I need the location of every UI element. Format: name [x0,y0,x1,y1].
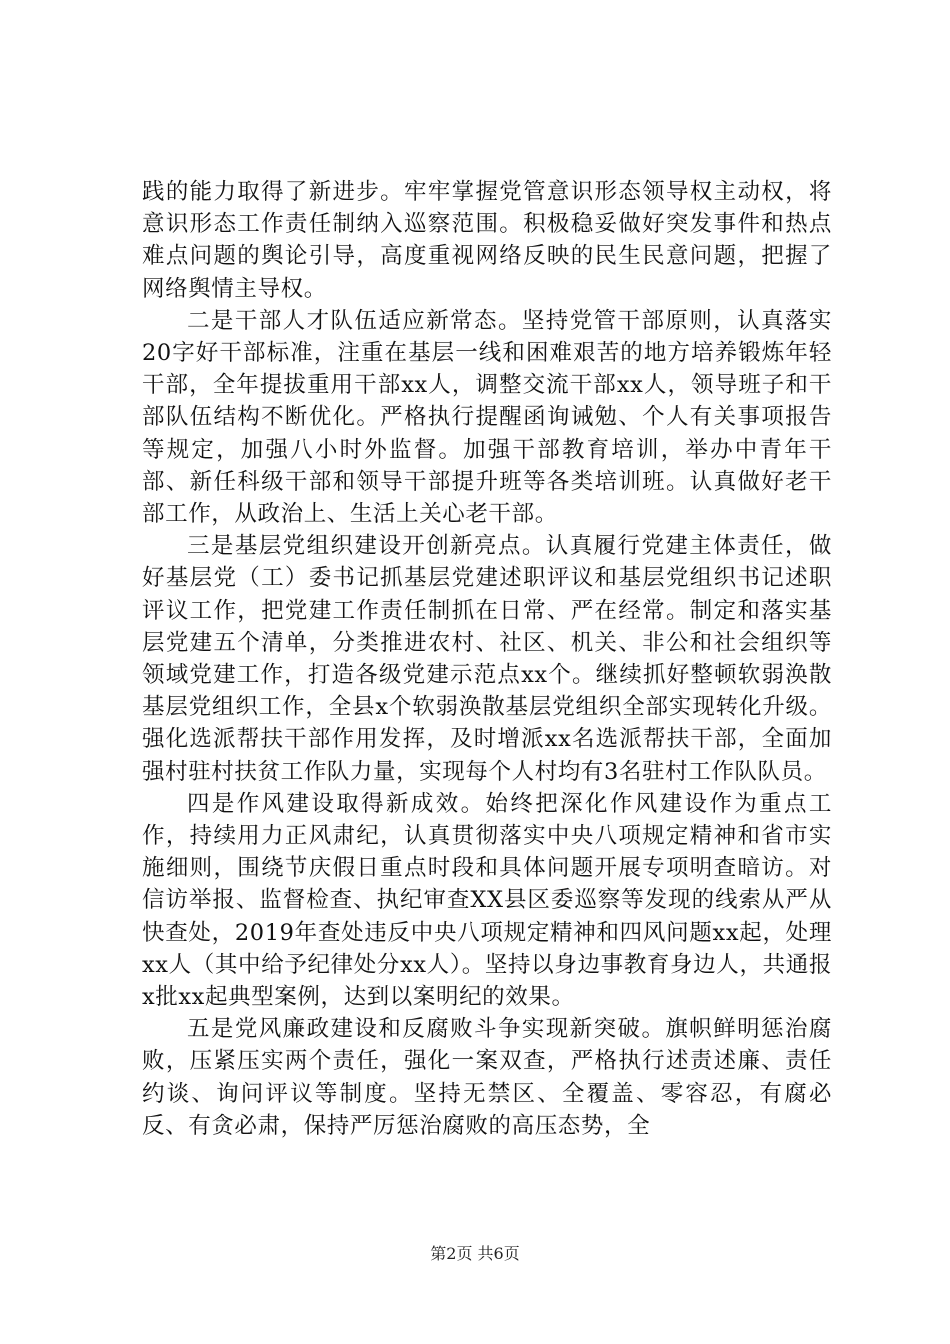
paragraph-grassroots-party: 三是基层党组织建设开创新亮点。认真履行党建主体责任，做好基层党（工）委书记抓基层党建述职评议和基层党组织书记述职评议工作，把党建工作责任制抓在日常、严在经常。制定和落实基层党建五个清单，分类推进农村、社区、机关、非公和社会组织等领域党建工作，打造各级党建示范点xx个。继续抓好整顿软弱涣散基层党组织工作，全县x个软弱涣散基层党组织全部实现转化升级。强化选派帮扶干部作用发挥，及时增派xx名选派帮扶干部，全面加强村驻村扶贫工作队力量，实现每个人村均有3名驻村工作队队员。 [142,533,832,785]
document-body [142,176,832,1142]
paragraph-cadre-team: 二是干部人才队伍适应新常态。坚持党管干部原则，认真落实20字好干部标准，注重在基层一线和困难艰苦的地方培养锻炼年轻干部，全年提拔重用干部xx人，调整交流干部xx人，领导班子和干部队伍结构不断优化。严格执行提醒函询诫勉、个人有关事项报告等规定，加强八小时外监督。加强干部教育培训，举办中青年干部、新任科级干部和领导干部提升班等各类培训班。认真做好老干部工作，从政治上、生活上关心老干部。 [142,307,832,528]
paragraph-continuation: 践的能力取得了新进步。牢牢掌握党管意识形态领导权主动权，将意识形态工作责任制纳入巡察范围。积极稳妥做好突发事件和热点难点问题的舆论引导，高度重视网络反映的民生民意问题，把握了网络舆情主导权。 [142,179,832,302]
paragraph-anti-corruption: 五是党风廉政建设和反腐败斗争实现新突破。旗帜鲜明惩治腐败，压紧压实两个责任，强化一案双查，严格执行述责述廉、责任约谈、询问评议等制度。坚持无禁区、全覆盖、零容忍，有腐必反、有贪必肃，保持严厉惩治腐败的高压态势，全 [142,1016,832,1139]
page-number-footer: 第2页 共6页 [430,1244,520,1263]
paragraph-work-style: 四是作风建设取得新成效。始终把深化作风建设作为重点工作，持续用力正风肃纪，认真贯彻落实中央八项规定精神和省市实施细则，围绕节庆假日重点时段和具体问题开展专项明查暗访。对信访举报、监督检查、执纪审查XX县区委巡察等发现的线索从严从快查处，2019年查处违反中央八项规定精神和四风问题xx起，处理xx人（其中给予纪律处分xx人）。坚持以身边事教育身边人，共通报x批xx起典型案例，达到以案明纪的效果。 [142,790,832,1011]
